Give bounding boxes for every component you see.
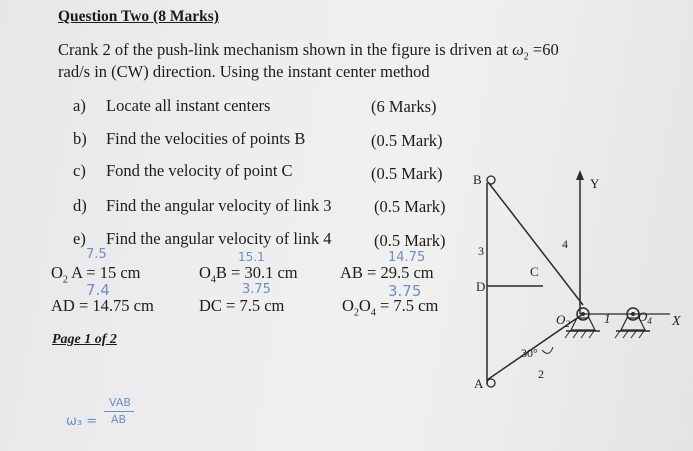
label-x: X <box>672 314 681 329</box>
item-c-letter: c) <box>73 161 86 180</box>
label-o2 <box>556 312 570 329</box>
label-c: C <box>530 264 539 279</box>
label-link-2: 2 <box>538 367 544 381</box>
item-e-letter: e) <box>73 229 86 248</box>
item-d-marks: (0.5 Mark) <box>374 197 446 216</box>
handwritten-frac-den: AB <box>111 413 127 426</box>
label-link-3: 3 <box>478 244 484 258</box>
dim-ab: AB = 29.5 cm <box>340 263 434 282</box>
item-d-text: Find the angular velocity of link 3 <box>106 196 332 215</box>
dim-o2a-o: O <box>51 263 63 282</box>
joint-a-icon <box>487 379 495 387</box>
handwritten-o2o4: 3.75 <box>388 282 422 300</box>
o2-hatch-2 <box>573 331 578 338</box>
dim-o2o4-sub1: 2 <box>353 307 359 319</box>
o2-hatch-1 <box>565 331 570 338</box>
item-b-letter: b) <box>73 129 87 148</box>
item-b-text: Find the velocities of points B <box>106 129 306 148</box>
label-o4 <box>638 309 652 326</box>
angle-arc <box>542 347 553 353</box>
dim-o2o4-sub2: 4 <box>370 307 376 319</box>
joint-b-icon <box>487 176 495 184</box>
y-arrow-icon <box>576 170 584 180</box>
dim-dc: DC = 7.5 cm <box>199 296 285 315</box>
item-d-letter: d) <box>73 196 87 215</box>
label-o4-letter: O <box>638 309 648 324</box>
handwritten-omega3: ω₃ = <box>66 414 98 429</box>
dim-o2o4-o1: O <box>342 296 354 315</box>
dim-o4b-value: B = 30.1 cm <box>215 263 298 282</box>
item-e-marks: (0.5 Mark) <box>374 231 446 250</box>
problem-text: Crank 2 of the push-link mechanism shown in the figure is driven at <box>58 40 513 59</box>
omega-sub: 2 <box>523 51 529 63</box>
label-link-1: 1 <box>604 311 611 326</box>
label-o2-sub: 2 <box>565 319 570 329</box>
handwritten-ab: 14.75 <box>388 250 426 265</box>
dim-o4b-o: O <box>199 263 211 282</box>
label-o2-letter: O <box>556 312 566 327</box>
item-e-text: Find the angular velocity of link 4 <box>106 229 332 248</box>
handwritten-dc: 3.75 <box>242 282 271 297</box>
problem-line-2: rad/s in (CW) direction. Using the instant center method <box>58 62 430 81</box>
label-link-4: 4 <box>562 237 568 251</box>
o2-hatch-4 <box>589 331 594 338</box>
handwritten-frac-num: VAB <box>109 396 131 409</box>
o4-hatch-2 <box>623 331 628 338</box>
handwritten-ad: 7.4 <box>86 281 110 299</box>
page-label: Page 1 of 2 <box>52 332 117 347</box>
label-o4-sub: 4 <box>647 316 652 326</box>
item-a-text: Locate all instant centers <box>106 96 271 115</box>
dim-o2o4-value: = 7.5 cm <box>375 296 439 315</box>
label-angle: 30° <box>521 346 538 360</box>
handwritten-o4b: 15.1 <box>238 250 265 264</box>
dim-o2a-value: A = 15 cm <box>67 263 141 282</box>
item-a-letter: a) <box>73 96 86 115</box>
label-y: Y <box>590 176 600 191</box>
omega-value: =60 <box>528 40 559 59</box>
dim-o4b-sub: 4 <box>210 274 216 286</box>
question-heading: Question Two (8 Marks) <box>58 8 219 25</box>
o4-pin-icon <box>631 312 635 316</box>
item-a-marks: (6 Marks) <box>371 97 437 116</box>
item-c-marks: (0.5 Mark) <box>371 164 443 183</box>
o2-hatch-3 <box>581 331 586 338</box>
o4-hatch-4 <box>639 331 644 338</box>
label-d: D <box>476 279 486 294</box>
o4-hatch-3 <box>631 331 636 338</box>
item-c-text: Fond the velocity of point C <box>106 161 293 180</box>
item-b-marks: (0.5 Mark) <box>371 131 443 150</box>
o2-pin-icon <box>581 312 585 316</box>
dim-ad: AD = 14.75 cm <box>51 296 154 315</box>
dim-o2a-sub: 2 <box>62 274 68 286</box>
o4-hatch-1 <box>615 331 620 338</box>
label-b: B <box>473 172 482 187</box>
dim-o2o4-o2: O <box>358 296 371 315</box>
handwritten-o2a: 7.5 <box>86 247 107 262</box>
omega-symbol: ω <box>512 40 524 59</box>
label-a: A <box>474 376 484 391</box>
